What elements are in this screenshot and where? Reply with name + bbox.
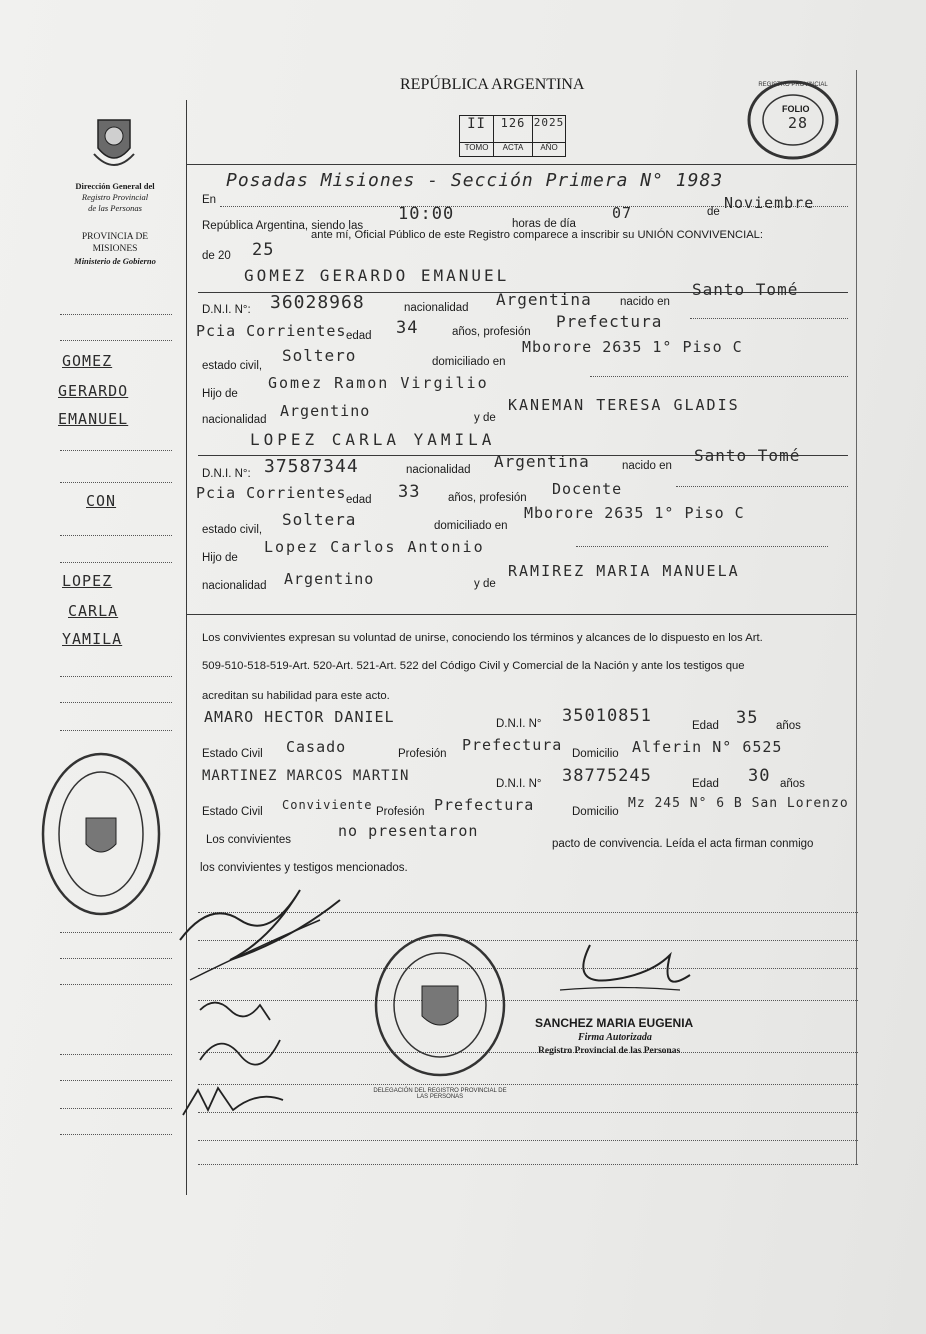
declaration-line2: 509-510-518-519-Art. 520-Art. 521-Art. 522 del Código Civil y Comercial de la Nación y ante los testigos que [202, 660, 745, 672]
record-number-box [459, 115, 566, 157]
margin-name-1: GOMEZ [62, 352, 113, 370]
acta-label: ACTA [494, 143, 533, 156]
year-value: 25 [252, 240, 275, 260]
witness2-age-label: Edad [692, 778, 719, 790]
person1-age-label: edad [346, 330, 372, 342]
margin-name-2: GERARDO [58, 382, 129, 400]
witness1-addr-label: Domicilio [572, 748, 619, 760]
de-label: de [707, 206, 720, 218]
person1-profession: Prefectura [556, 312, 663, 331]
witness1-name: AMARO HECTOR DANIEL [204, 708, 395, 726]
person1-dni: 36028968 [270, 292, 365, 313]
person1-addr-label: domiciliado en [432, 356, 506, 368]
signature-1 [170, 880, 360, 990]
statement-text: ante mí, Oficial Público de este Registro comparece a inscribir su UNIÓN CONVIVENCIAL: [311, 229, 764, 241]
agency-line1: Dirección General del [75, 181, 155, 191]
person1-mother: KANEMAN TERESA GLADIS [508, 396, 740, 414]
month-value: Noviembre [724, 194, 815, 212]
person2-dni: 37587344 [264, 456, 359, 477]
margin-name-6: YAMILA [62, 630, 123, 648]
place-value: Posadas Misiones - Sección Primera N° 1983 [226, 170, 724, 191]
witness2-civil: Conviviente [282, 798, 373, 812]
person2-prof-label: años, profesión [448, 492, 527, 504]
person1-father: Gomez Ramon Virgilio [268, 374, 489, 392]
witness2-dni: 38775245 [562, 766, 652, 786]
witness2-prof-label: Profesión [376, 806, 425, 818]
anio-label: AÑO [540, 143, 558, 152]
official-name: SANCHEZ MARIA EUGENIA [535, 1016, 694, 1030]
witness1-address: Alferin N° 6525 [632, 738, 783, 756]
tomo-label: TOMO [460, 143, 494, 156]
signature-4 [178, 1080, 288, 1120]
person1-name: GOMEZ GERARDO EMANUEL [244, 266, 510, 285]
signature-2 [195, 990, 275, 1030]
witness2-age: 30 [748, 766, 771, 786]
witness1-civil: Casado [286, 738, 347, 756]
witness1-age: 35 [736, 708, 759, 728]
witness2-years-label: años [780, 778, 805, 790]
hour-value: 10:00 [398, 204, 455, 224]
witness2-name: MARTINEZ MARCOS MARTIN [202, 768, 410, 784]
witness2-dni-label: D.N.I. N° [496, 778, 542, 790]
margin-name-3: EMANUEL [58, 410, 129, 428]
registry-stamp-2 [370, 930, 510, 1080]
person1-mother-label: y de [474, 412, 496, 424]
witness1-dni: 35010851 [562, 706, 652, 726]
witness1-profession: Prefectura [462, 736, 563, 754]
person1-father-label: Hijo de [202, 388, 238, 400]
person1-address: Mborore 2635 1° Piso C [522, 338, 743, 356]
year-label: de 20 [202, 250, 231, 262]
person1-born-label: nacido en [620, 296, 670, 308]
person2-addr-label: domiciliado en [434, 520, 508, 532]
anio-value: 2025 [533, 116, 565, 129]
official-agency: Registro Provincial de las Personas [538, 1046, 681, 1056]
person2-fnat-label: nacionalidad [202, 580, 267, 592]
registry-stamp-1 [38, 748, 164, 920]
folio-value: 28 [788, 114, 809, 132]
person2-birthplace: Santo Tomé [694, 446, 801, 465]
person2-birthplace2: Pcia Corrientes [196, 484, 347, 502]
declaration-line3: acreditan su habilidad para este acto. [202, 690, 390, 702]
margin-name-4: LOPEZ [62, 572, 113, 590]
frame-top [186, 164, 856, 165]
coat-of-arms-icon [90, 114, 138, 174]
witness1-prof-label: Profesión [398, 748, 447, 760]
person1-fnat-label: nacionalidad [202, 414, 267, 426]
witness2-addr-label: Domicilio [572, 806, 619, 818]
person2-nat-label: nacionalidad [406, 464, 471, 476]
person2-mother: RAMIREZ MARIA MANUELA [508, 562, 740, 580]
person2-civil: Soltera [282, 510, 357, 529]
person2-father: Lopez Carlos Antonio [264, 538, 485, 556]
margin-name-5: CARLA [68, 602, 119, 620]
day-value: 07 [612, 204, 633, 222]
person1-father-nat: Argentino [280, 402, 371, 420]
acta-value: 126 [494, 116, 533, 142]
closing-prefix: Los convivientes [206, 834, 292, 846]
margin-con: CON [86, 492, 117, 510]
horas-label: horas de día [512, 218, 576, 230]
person2-name: LOPEZ CARLA YAMILA [250, 430, 496, 449]
declaration-line1: Los convivientes expresan su voluntad de unirse, conociendo los términos y alcances de lo dispuesto en los Art. [202, 632, 763, 644]
left-border [186, 100, 187, 1195]
person1-civil: Soltero [282, 346, 357, 365]
republica-label: República Argentina, siendo las [202, 220, 364, 232]
document-title: REPÚBLICA ARGENTINA [400, 76, 585, 93]
person2-nationality: Argentina [494, 452, 590, 471]
person1-nat-label: nacionalidad [404, 302, 469, 314]
stamp-caption: DELEGACIÓN DEL REGISTRO PROVINCIAL DE LAS PERSONAS [373, 1088, 507, 1100]
official-title: Firma Autorizada [578, 1032, 652, 1043]
tomo-value: II [460, 116, 494, 142]
closing-line2: los convivientes y testigos mencionados. [200, 862, 408, 874]
person1-age: 34 [396, 318, 419, 338]
witness2-address: Mz 245 N° 6 B San Lorenzo [628, 796, 849, 811]
person2-father-nat: Argentino [284, 570, 375, 588]
en-label: En [202, 194, 217, 206]
person1-nationality: Argentina [496, 290, 592, 309]
person2-civil-label: estado civil, [202, 524, 263, 536]
person2-age-label: edad [346, 494, 372, 506]
province-line1: PROVINCIA DE [81, 232, 149, 242]
person1-dni-label: D.N.I. N°: [202, 304, 251, 316]
agency-line3: de las Personas [88, 203, 142, 213]
official-signature [550, 935, 700, 1005]
witness2-civil-label: Estado Civil [202, 806, 263, 818]
folio-label: FOLIO [782, 104, 810, 114]
province-line2: MISIONES [92, 244, 138, 254]
witness1-civil-label: Estado Civil [202, 748, 263, 760]
person1-prof-label: años, profesión [452, 326, 531, 338]
person2-profession: Docente [552, 480, 623, 498]
witness2-profession: Prefectura [434, 796, 535, 814]
ministry-line: Ministerio de Gobierno [74, 256, 156, 266]
witness1-dni-label: D.N.I. N° [496, 718, 542, 730]
agency-line2: Registro Provincial [81, 192, 149, 202]
person2-mother-label: y de [474, 578, 496, 590]
person1-birthplace2: Pcia Corrientes [196, 322, 347, 340]
person2-dni-label: D.N.I. N°: [202, 468, 251, 480]
person2-age: 33 [398, 482, 421, 502]
person1-civil-label: estado civil, [202, 360, 263, 372]
closing-pact: no presentaron [338, 822, 479, 840]
closing-suffix: pacto de convivencia. Leída el acta firman conmigo [552, 838, 814, 850]
witness1-years-label: años [776, 720, 801, 732]
person2-born-label: nacido en [622, 460, 672, 472]
person2-address: Mborore 2635 1° Piso C [524, 504, 745, 522]
witness1-age-label: Edad [692, 720, 719, 732]
svg-text:REGISTRO PROVINCIAL: REGISTRO PROVINCIAL [758, 82, 828, 88]
signature-3 [195, 1030, 285, 1070]
person1-birthplace: Santo Tomé [692, 280, 799, 299]
person2-father-label: Hijo de [202, 552, 238, 564]
